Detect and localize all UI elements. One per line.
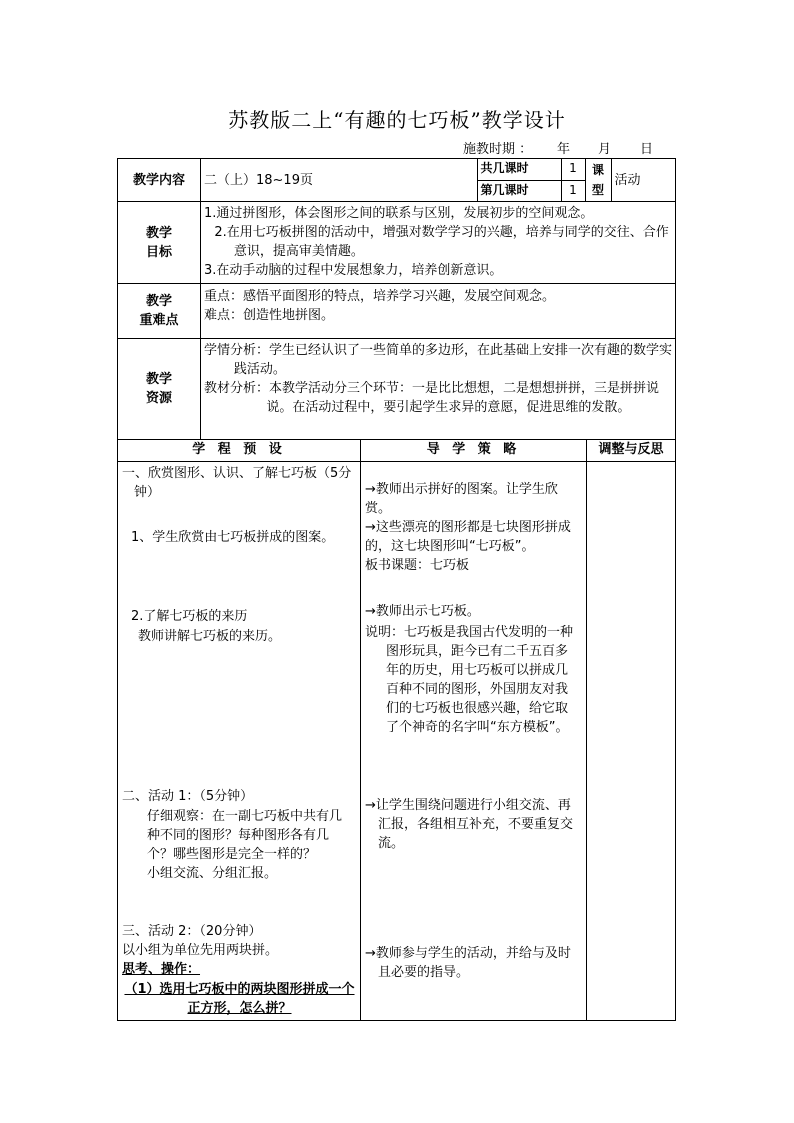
content-label: 教学内容 (118, 159, 201, 202)
type-value: 活动 (614, 172, 641, 188)
content-row (118, 159, 676, 202)
material-analysis: 教材分析：本教学活动分三个环节：一是比比想想，二是想想拼拼，三是拼拼说说。在活动过程中，要引起学生求异的意愿，促进思维的发散。 (204, 381, 660, 415)
section-1-item-1: 1、学生欣赏由七巧板拼成的图案。 (131, 530, 335, 545)
total-lessons-label: 共几课时 (477, 159, 561, 180)
section-2-text: 仔细观察：在一副七巧板中共有几种不同的图形？每种图形各有几个？哪些图形是完全一样的？ (147, 809, 343, 862)
strategy-p7: →教师参与学生的活动，并给与及时且必要的指导。 (365, 946, 571, 980)
section-2-title: 二、活动 1：（5分钟） (122, 789, 254, 804)
date-year: 年 (557, 142, 571, 157)
student-analysis: 学情分析：学生已经认识了一些简单的多边形，在此基础上安排一次有趣的数学实践活动。 (204, 343, 673, 377)
process-cell (118, 462, 361, 1021)
goals-row (118, 202, 676, 284)
lesson-plan-table (117, 158, 676, 1021)
page-title: 苏教版二上“有趣的七巧板”教学设计 (228, 108, 566, 132)
strategy-cell (361, 462, 587, 1021)
column-header-row (118, 440, 676, 462)
section-1-item-2: 2.了解七巧板的来历 (131, 609, 248, 624)
type-label-2: 型 (591, 183, 604, 197)
resources-row (118, 339, 676, 440)
goal-item: 1.通过拼图形，体会图形之间的联系与区别，发展初步的空间观念。 (204, 206, 594, 221)
col-header-strategy: 导 学 策 略 (361, 440, 587, 462)
content-value: 二（上）18~19页 (201, 159, 477, 201)
section-2-text-2: 小组交流、分组汇报。 (147, 866, 278, 881)
strategy-p6: →让学生围绕问题进行小组交流、再汇报，各组相互补充，不要重复交流。 (365, 798, 574, 851)
date-month: 月 (598, 142, 612, 157)
goals-label-2: 目标 (145, 244, 172, 260)
date-day: 日 (640, 142, 654, 157)
goal-item: 3.在动手动脑的过程中发展想象力，培养创新意识。 (204, 263, 503, 278)
resources-label-1: 教学 (145, 372, 172, 387)
strategy-p4: →教师出示七巧板。 (365, 604, 480, 619)
strategy-p3: 板书课题：七巧板 (365, 558, 470, 573)
section-1-title: 一、欣赏图形、认识、了解七巧板（5分钟） (122, 466, 352, 500)
focus-row (118, 284, 676, 339)
body-row (118, 462, 676, 1021)
resources-label-2: 资源 (145, 391, 172, 406)
nth-lesson-label: 第几课时 (477, 180, 561, 201)
focus-label-2: 重难点 (139, 313, 179, 328)
section-1-item-2b: 教师讲解七巧板的来历。 (138, 629, 282, 644)
focus-label-1: 教学 (145, 294, 172, 309)
type-label-1: 课 (591, 163, 604, 177)
col-header-process: 学 程 预 设 (118, 440, 361, 462)
difficult-point: 难点：创造性地拼图。 (204, 308, 335, 323)
section-3-text: 以小组为单位先用两块拼。 (122, 943, 279, 958)
strategy-p5: 说明：七巧板是我国古代发明的一种图形玩具，距今已有二千五百多年的历史，用七巧板可以拼成几百种不同的图形，外国朋友对我们的七巧板也很感兴趣，给它取了个神奇的名字叫“东方模板”。 (365, 625, 574, 735)
section-3-think: 思考、操作： (122, 962, 201, 977)
section-3-title: 三、活动 2：（20分钟） (122, 924, 262, 939)
date-label: 施教时期 ： (463, 142, 533, 157)
nth-lesson-value: 1 (561, 180, 585, 201)
section-3-question-1: （1）选用七巧板中的两块图形拼成一个正方形，怎么拼？ (124, 982, 355, 1016)
strategy-p2: →这些漂亮的图形都是七块图形拼成的，这七块图形叫“七巧板”。 (365, 520, 571, 554)
total-lessons-value: 1 (561, 159, 585, 180)
goal-item: 2.在用七巧板拼图的活动中，增强对数学学习的兴趣，培养与同学的交往、合作意识，提高审美情趣。 (214, 225, 669, 259)
col-header-reflection: 调整与反思 (587, 440, 676, 462)
reflection-cell (587, 462, 676, 1021)
key-point: 重点：感悟平面图形的特点，培养学习兴趣，发展空间观念。 (204, 289, 556, 304)
goals-label-1: 教学 (145, 225, 172, 241)
strategy-p1: →教师出示拼好的图案。让学生欣赏。 (365, 482, 558, 516)
